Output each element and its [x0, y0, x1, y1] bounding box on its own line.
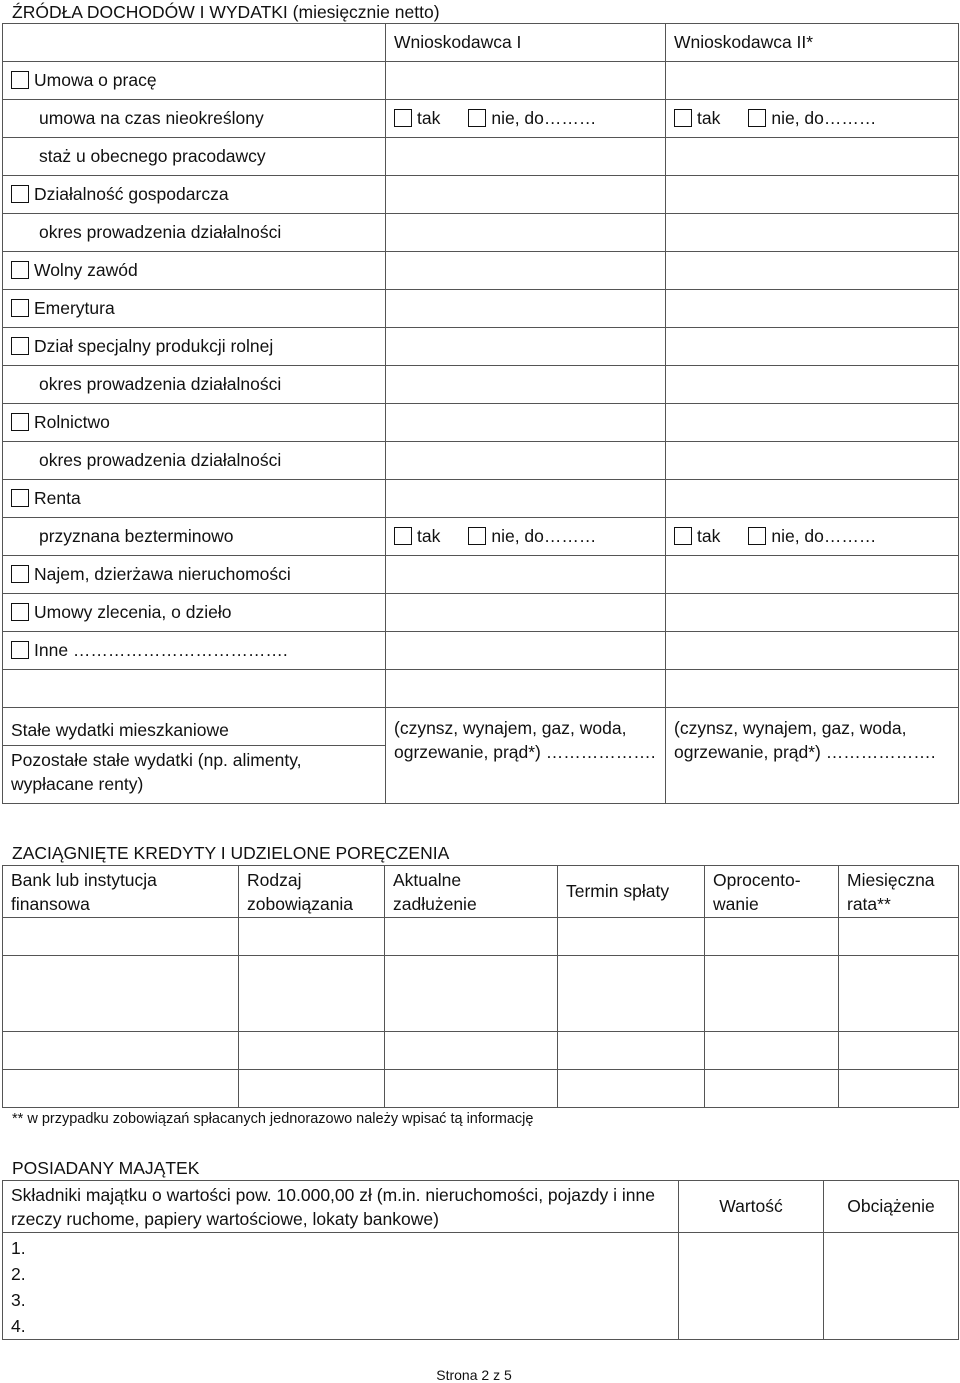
credits-header-debt: Aktualne zadłużenie [385, 866, 558, 918]
no-checkbox-icon[interactable] [468, 527, 486, 545]
housing-label: Stałe wydatki mieszkaniowe [3, 708, 386, 746]
yes-checkbox-icon[interactable] [674, 109, 692, 127]
income-label: Rolnictwo [34, 412, 110, 432]
yes-checkbox-icon[interactable] [394, 527, 412, 545]
checkbox-icon[interactable] [11, 603, 29, 621]
assets-header: Składniki majątku o wartości pow. 10.000,00 zł (m.in. nieruchomości, pojazdy i inne rzeczy ruchome, papiery wartościowe, lokaty bankowe) [3, 1181, 679, 1233]
assets-item: 2. [11, 1264, 26, 1284]
no-label: nie, do……… [771, 526, 877, 546]
yes-label: tak [697, 526, 721, 546]
income-row [3, 442, 959, 480]
applicant2-cell[interactable] [666, 138, 959, 176]
no-checkbox-icon[interactable] [748, 527, 766, 545]
applicant2-cell[interactable] [666, 556, 959, 594]
income-row [3, 632, 959, 670]
income-label: okres prowadzenia działalności [39, 450, 282, 470]
income-row [3, 176, 959, 214]
applicant2-cell[interactable] [666, 62, 959, 100]
applicant1-header: Wnioskodawca I [386, 24, 666, 62]
applicant2-cell[interactable] [666, 404, 959, 442]
no-label: nie, do……… [771, 108, 877, 128]
yes-checkbox-icon[interactable] [394, 109, 412, 127]
applicant2-cell[interactable] [666, 214, 959, 252]
income-row [3, 518, 959, 556]
applicant2-cell[interactable] [666, 632, 959, 670]
applicant2-cell[interactable] [666, 176, 959, 214]
applicant2-cell[interactable] [666, 100, 959, 138]
applicant1-cell[interactable] [386, 290, 666, 328]
credits-header-bank: Bank lub instytucja finansowa [3, 866, 239, 918]
applicant1-cell[interactable] [386, 100, 666, 138]
applicant2-cell[interactable] [666, 480, 959, 518]
credits-footnote: ** w przypadku zobowiązań spłacanych jednorazowo należy wpisać tą informację [12, 1111, 534, 1127]
income-label: Dział specjalny produkcji rolnej [34, 336, 274, 356]
applicant1-cell[interactable] [386, 176, 666, 214]
income-label: umowa na czas nieokreślony [39, 108, 264, 128]
credits-row[interactable] [3, 1070, 959, 1108]
assets-item: 4. [11, 1316, 26, 1336]
income-label: przyznana bezterminowo [39, 526, 234, 546]
credits-header-term: Termin spłaty [558, 866, 705, 918]
assets-section-title: POSIADANY MAJĄTEK [12, 1158, 200, 1178]
applicant2-cell[interactable] [666, 290, 959, 328]
yes-label: tak [417, 526, 441, 546]
yes-label: tak [697, 108, 721, 128]
checkbox-icon[interactable] [11, 261, 29, 279]
income-label: Umowy zlecenia, o dzieło [34, 602, 232, 622]
applicant2-cell[interactable] [666, 442, 959, 480]
applicant1-cell[interactable] [386, 594, 666, 632]
checkbox-icon[interactable] [11, 565, 29, 583]
assets-item: 3. [11, 1290, 26, 1310]
applicant1-cell[interactable] [386, 518, 666, 556]
applicant1-cell[interactable] [386, 328, 666, 366]
income-row [3, 480, 959, 518]
income-label: Najem, dzierżawa nieruchomości [34, 564, 291, 584]
income-section-title: ŹRÓDŁA DOCHODÓW I WYDATKI (miesięcznie netto) [12, 2, 440, 22]
no-checkbox-icon[interactable] [748, 109, 766, 127]
applicant1-cell[interactable] [386, 480, 666, 518]
income-row [3, 404, 959, 442]
assets-burden-cell[interactable] [824, 1233, 959, 1340]
assets-table [2, 1180, 959, 1340]
income-label: Emerytura [34, 298, 115, 318]
income-label: Renta [34, 488, 81, 508]
income-label: Działalność gospodarcza [34, 184, 229, 204]
yes-checkbox-icon[interactable] [674, 527, 692, 545]
credits-section-title: ZACIĄGNIĘTE KREDYTY I UDZIELONE PORĘCZENIA [12, 843, 450, 863]
credits-header-rate: Oprocento-wanie [705, 866, 839, 918]
income-label: Wolny zawód [34, 260, 138, 280]
page-number: Strona 2 z 5 [436, 1367, 512, 1383]
applicant1-cell[interactable] [386, 366, 666, 404]
no-label: nie, do……… [491, 108, 597, 128]
credits-header-installment: Miesięczna rata** [839, 866, 959, 918]
income-row [3, 366, 959, 404]
applicant1-cell[interactable] [386, 404, 666, 442]
no-checkbox-icon[interactable] [468, 109, 486, 127]
checkbox-icon[interactable] [11, 71, 29, 89]
income-label: okres prowadzenia działalności [39, 222, 282, 242]
assets-items[interactable] [3, 1233, 679, 1340]
applicant1-cell[interactable] [386, 556, 666, 594]
applicant1-cell[interactable] [386, 632, 666, 670]
assets-item: 1. [11, 1238, 26, 1258]
applicant2-cell[interactable] [666, 328, 959, 366]
income-label: staż u obecnego pracodawcy [39, 146, 266, 166]
income-row [3, 214, 959, 252]
other-expenses-label: Pozostałe stałe wydatki (np. alimenty, wypłacane renty) [3, 746, 386, 804]
checkbox-icon[interactable] [11, 185, 29, 203]
checkbox-icon[interactable] [11, 413, 29, 431]
income-label: Umowa o pracę [34, 70, 157, 90]
income-row [3, 252, 959, 290]
income-label: okres prowadzenia działalności [39, 374, 282, 394]
applicant2-cell[interactable] [666, 366, 959, 404]
applicant1-housing[interactable]: (czynsz, wynajem, gaz, woda, ogrzewanie, prąd*) ………………. [386, 708, 666, 804]
credits-table [2, 865, 959, 1108]
applicant1-cell[interactable] [386, 62, 666, 100]
checkbox-icon[interactable] [11, 489, 29, 507]
income-label: Inne ………………………………. [34, 640, 288, 660]
income-row [3, 62, 959, 100]
assets-burden-header: Obciążenie [824, 1181, 959, 1233]
assets-value-header: Wartość [679, 1181, 824, 1233]
income-row [3, 138, 959, 176]
credits-row[interactable] [3, 918, 959, 956]
checkbox-icon[interactable] [11, 337, 29, 355]
applicant1-cell[interactable] [386, 138, 666, 176]
income-row [3, 100, 959, 138]
applicant2-header: Wnioskodawca II* [666, 24, 959, 62]
applicant2-cell[interactable] [666, 594, 959, 632]
income-row [3, 594, 959, 632]
applicant1-cell[interactable] [386, 442, 666, 480]
income-row [3, 328, 959, 366]
credits-row[interactable] [3, 1032, 959, 1070]
credits-header-type: Rodzaj zobowiązania [239, 866, 385, 918]
applicant2-housing[interactable]: (czynsz, wynajem, gaz, woda, ogrzewanie, prąd*) ………………. [666, 708, 959, 804]
checkbox-icon[interactable] [11, 299, 29, 317]
income-row [3, 556, 959, 594]
no-label: nie, do……… [491, 526, 597, 546]
income-row [3, 290, 959, 328]
checkbox-icon[interactable] [11, 641, 29, 659]
credits-row[interactable] [3, 956, 959, 1032]
assets-value-cell[interactable] [679, 1233, 824, 1340]
applicant1-cell[interactable] [386, 252, 666, 290]
income-table [2, 23, 959, 804]
applicant1-cell[interactable] [386, 214, 666, 252]
applicant2-cell[interactable] [666, 518, 959, 556]
yes-label: tak [417, 108, 441, 128]
applicant2-cell[interactable] [666, 252, 959, 290]
